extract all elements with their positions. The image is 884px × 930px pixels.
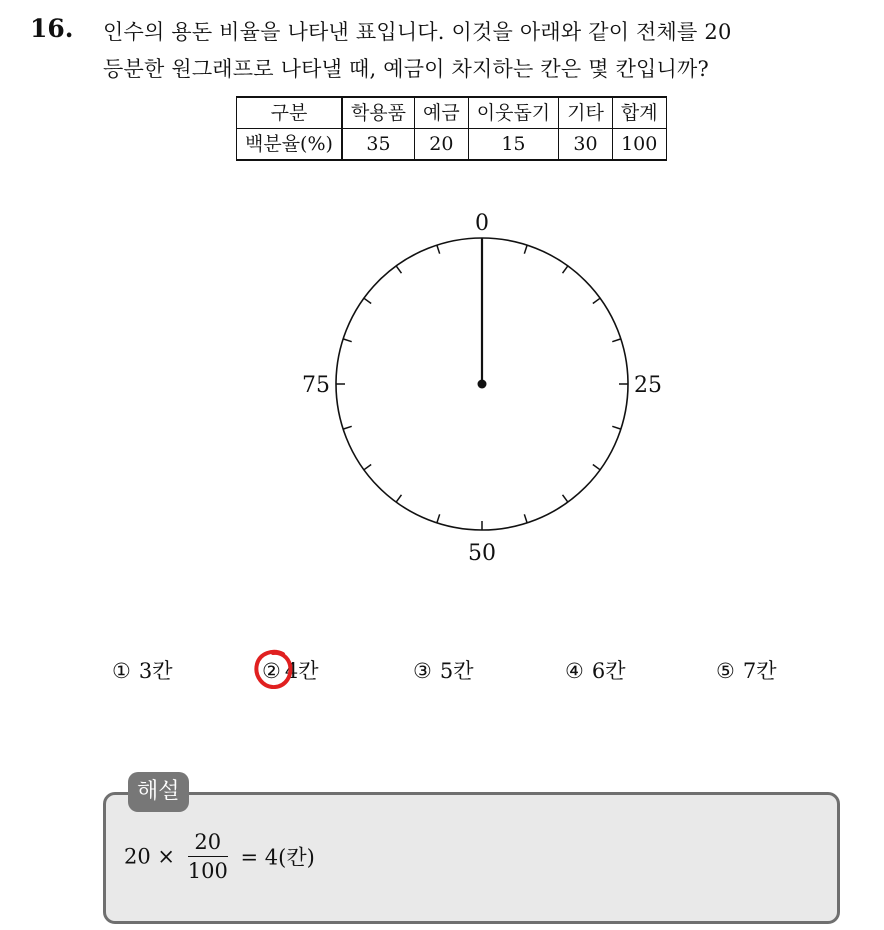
dial-center	[478, 380, 487, 389]
dial-tick	[563, 266, 568, 273]
dial-label-right: 25	[634, 373, 662, 398]
question-text-line2: 등분한 원그래프로 나타낼 때, 예금이 차지하는 칸은 몇 칸입니까?	[103, 57, 709, 81]
solution-result: = 4(칸)	[240, 845, 315, 870]
choice-4-text: 6칸	[591, 659, 626, 683]
dial-tick	[563, 495, 568, 502]
dial-label-bottom: 50	[468, 541, 496, 566]
choice-5-mark: ⑤	[716, 659, 735, 683]
question-text-line1: 인수의 용돈 비율을 나타낸 표입니다. 이것을 아래와 같이 전체를 20	[103, 20, 732, 44]
choice-3-mark: ③	[413, 659, 432, 683]
solution-formula	[124, 828, 315, 885]
dial-tick	[396, 495, 401, 502]
choice-5-text: 7칸	[742, 659, 777, 683]
table-header-cell: 학용품	[342, 97, 415, 129]
choice-5[interactable]	[716, 655, 776, 685]
dial-tick	[524, 245, 527, 254]
choice-1[interactable]	[112, 655, 172, 685]
question-number: 16.	[30, 14, 74, 43]
dial-tick	[343, 426, 352, 429]
choice-2-text: 4칸	[284, 659, 319, 683]
choice-1-text: 3칸	[138, 659, 173, 683]
table-row-header: 백분율(%)	[237, 129, 342, 161]
dial-tick	[593, 298, 600, 303]
table-cell: 35	[342, 129, 415, 161]
dial-tick	[593, 465, 600, 470]
dial-tick	[437, 514, 440, 523]
choice-3-text: 5칸	[439, 659, 474, 683]
dial-label-top: 0	[475, 211, 489, 236]
solution-fraction	[188, 828, 228, 885]
choice-1-mark: ①	[112, 659, 131, 683]
table-header-cell: 합계	[612, 97, 666, 129]
choice-2-mark: ②	[262, 659, 281, 683]
dial-label-left: 75	[302, 373, 330, 398]
dial-tick	[396, 266, 401, 273]
answer-choices	[0, 655, 884, 695]
answer-circle-mark	[253, 648, 295, 692]
choice-4[interactable]	[565, 655, 625, 685]
table-cell: 20	[415, 129, 469, 161]
table-cell: 30	[559, 129, 613, 161]
dial-tick	[364, 298, 371, 303]
table-header-cell: 구분	[237, 97, 342, 129]
dial-tick	[437, 245, 440, 254]
table-cell: 15	[468, 129, 558, 161]
dial-tick	[364, 465, 371, 470]
solution-lead: 20	[124, 844, 151, 869]
table-header-cell: 예금	[415, 97, 469, 129]
choice-3[interactable]	[413, 655, 473, 685]
table-header-cell: 기타	[559, 97, 613, 129]
dial-tick	[343, 339, 352, 342]
solution-times: ×	[157, 844, 176, 869]
dial-tick	[612, 339, 621, 342]
solution-denominator: 100	[187, 859, 228, 883]
solution-numerator: 20	[188, 828, 228, 857]
dial-tick	[612, 426, 621, 429]
solution-tag: 해설	[128, 772, 189, 812]
table-header-cell: 이웃돕기	[468, 97, 558, 129]
dial-tick	[524, 514, 527, 523]
table-cell: 100	[612, 129, 666, 161]
choice-4-mark: ④	[565, 659, 584, 683]
